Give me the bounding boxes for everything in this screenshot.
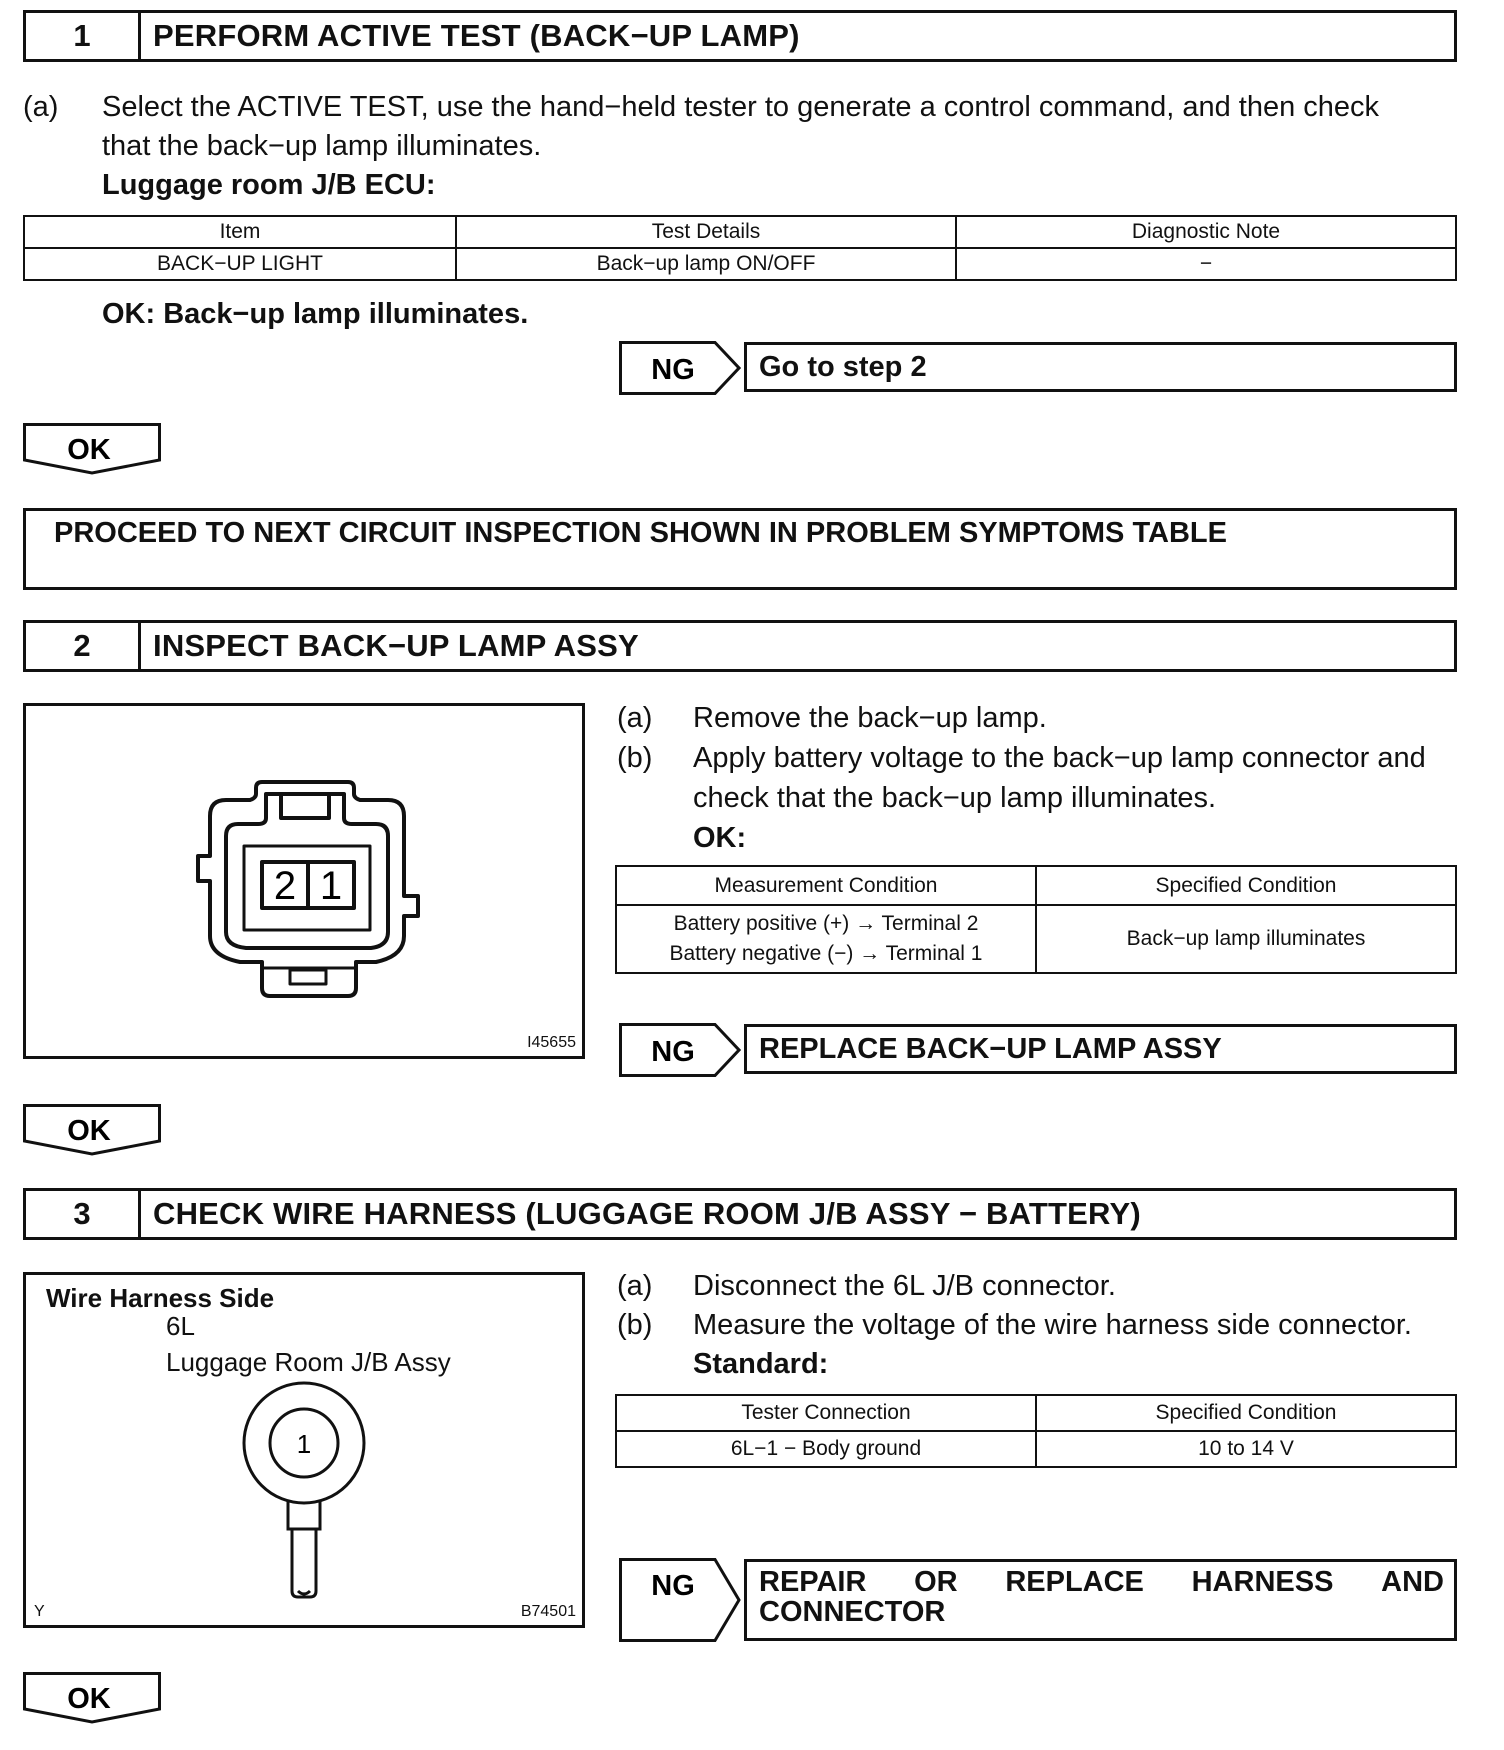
ok-arrow-tag xyxy=(23,423,161,475)
step-title: INSPECT BACK−UP LAMP ASSY xyxy=(153,628,639,663)
ng-action-box xyxy=(744,1559,1457,1641)
figure-corner-letter: Y xyxy=(34,1603,45,1620)
ng-arrow-tag xyxy=(619,341,741,395)
table-header-cell: Test Details xyxy=(456,216,956,248)
step-2-header xyxy=(23,620,1457,672)
item-marker: (a) xyxy=(617,1270,653,1302)
item-text-line1: Apply battery voltage to the back−up lamp connector and xyxy=(693,742,1426,774)
step-1-header xyxy=(23,10,1457,62)
item-text: Remove the back−up lamp. xyxy=(693,702,1047,734)
figure-code: B74501 xyxy=(520,1603,576,1620)
lamp-check-table xyxy=(615,865,1457,974)
step-number: 2 xyxy=(26,623,141,669)
item-text-line2: check that the back−up lamp illuminates. xyxy=(693,782,1217,814)
table-header-cell: Tester Connection xyxy=(616,1395,1036,1431)
item-marker: (a) xyxy=(23,91,59,123)
table-header-cell: Specified Condition xyxy=(1036,866,1456,905)
connector-figure xyxy=(23,703,585,1059)
ng-action-box: Go to step 2 xyxy=(744,342,1457,392)
ok-arrow-tag xyxy=(23,1672,161,1724)
step-title: CHECK WIRE HARNESS (LUGGAGE ROOM J/B ASSY − BATTERY) xyxy=(153,1196,1141,1231)
step-number: 1 xyxy=(26,13,141,59)
condition-line: Battery positive (+) → Terminal 2 xyxy=(673,912,979,935)
wire-harness-side-label: Wire Harness Side xyxy=(46,1283,275,1313)
table-cell: Back−up lamp illuminates xyxy=(1036,905,1456,973)
item-marker: (b) xyxy=(617,742,653,774)
table-header-cell: Measurement Condition xyxy=(616,866,1036,905)
ng-action-line2: CONNECTOR xyxy=(759,1596,946,1628)
step-number: 3 xyxy=(26,1191,141,1237)
step-3-instructions xyxy=(613,1267,1463,1397)
table-cell: 10 to 14 V xyxy=(1036,1431,1456,1467)
item-text: Measure the voltage of the wire harness side connector. xyxy=(693,1309,1412,1341)
active-test-table xyxy=(23,215,1457,281)
connector-id-label: 6L xyxy=(166,1311,195,1341)
table-row xyxy=(616,1431,1456,1467)
ng-arrow-tag xyxy=(619,1023,741,1077)
table-cell: − xyxy=(956,248,1456,280)
ok-label: OK xyxy=(67,1115,111,1147)
item-text-line1: Select the ACTIVE TEST, use the hand−held tester to generate a control command, and then check xyxy=(102,91,1380,123)
condition-line: Battery negative (−) → Terminal 1 xyxy=(669,942,983,965)
harness-figure xyxy=(23,1272,585,1628)
table-cell: BACK−UP LIGHT xyxy=(24,248,456,280)
proceed-box xyxy=(23,508,1457,590)
ok-arrow-tag xyxy=(23,1104,161,1156)
item-text: Disconnect the 6L J/B connector. xyxy=(693,1270,1116,1302)
table-cell: Back−up lamp ON/OFF xyxy=(456,248,956,280)
ng-action-word: HARNESS xyxy=(1191,1566,1334,1598)
ring-terminal-drawing xyxy=(26,1275,582,1625)
standard-heading: Standard: xyxy=(693,1348,829,1380)
step-3-header xyxy=(23,1188,1457,1240)
ok-label: OK xyxy=(67,1683,111,1715)
table-row xyxy=(24,248,1456,280)
ng-label: NG xyxy=(651,354,695,386)
ng-action-word: REPAIR xyxy=(759,1566,867,1598)
figure-code: I45655 xyxy=(527,1034,576,1051)
step-2-instructions xyxy=(613,699,1463,869)
table-header-row xyxy=(616,866,1456,905)
item-text-line2: that the back−up lamp illuminates. xyxy=(102,130,542,162)
ok-heading: OK: xyxy=(693,822,747,854)
ng-label: NG xyxy=(651,1036,695,1068)
item-marker: (a) xyxy=(617,702,653,734)
lamp-connector-drawing xyxy=(26,706,582,1056)
ok-label: OK xyxy=(67,434,111,466)
ng-action-word: AND xyxy=(1381,1566,1444,1598)
harness-check-table xyxy=(615,1394,1457,1468)
table-cell: 6L−1 − Body ground xyxy=(616,1431,1036,1467)
ng-label: NG xyxy=(651,1570,695,1602)
proceed-text: PROCEED TO NEXT CIRCUIT INSPECTION SHOWN IN PROBLEM SYMPTOMS TABLE xyxy=(54,517,1227,549)
step-title: PERFORM ACTIVE TEST (BACK−UP LAMP) xyxy=(153,18,800,53)
pin-label: 2 xyxy=(273,864,297,908)
ng-action-line1 xyxy=(759,1566,1444,1599)
table-header-cell: Item xyxy=(24,216,456,248)
connector-name-label: Luggage Room J/B Assy xyxy=(166,1347,451,1377)
ng-arrow-tag xyxy=(619,1558,741,1642)
ok-criteria: OK: Back−up lamp illuminates. xyxy=(102,298,529,330)
table-header-cell: Diagnostic Note xyxy=(956,216,1456,248)
ng-action-word: REPLACE xyxy=(1005,1566,1144,1598)
ng-action-box: REPLACE BACK−UP LAMP ASSY xyxy=(744,1024,1457,1074)
table-row xyxy=(616,905,1456,973)
table-header-row xyxy=(616,1395,1456,1431)
pin-label: 1 xyxy=(296,1429,312,1459)
table-header-cell: Specified Condition xyxy=(1036,1395,1456,1431)
item-marker: (b) xyxy=(617,1309,653,1341)
table-header-row xyxy=(24,216,1456,248)
ng-action-word: OR xyxy=(914,1566,958,1598)
ecu-subheading: Luggage room J/B ECU: xyxy=(102,169,436,201)
table-cell xyxy=(616,905,1036,973)
pin-label: 1 xyxy=(319,864,343,908)
